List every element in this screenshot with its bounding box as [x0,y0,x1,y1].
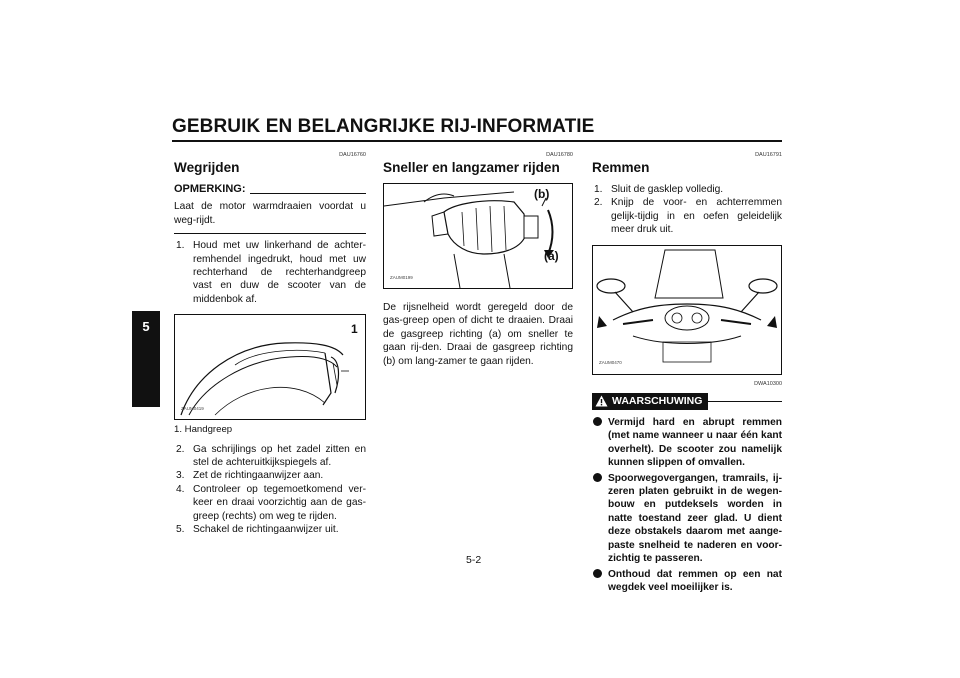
step-number: 2. [594,197,603,209]
step-text: Sluit de gasklep volledig. [611,184,724,195]
warning-text: Vermijd hard en abrupt remmen (met name wanneer u naar één kant overhelt). De scooter zou namelijk kunnen slippen of omvallen. [608,417,782,469]
chapter-tab: 5 [132,311,160,407]
warning-code: DWA10300 [754,380,782,387]
section-heading: Sneller en langzamer rijden [383,160,560,175]
steps-list-b [174,443,366,537]
steps-list-a [174,239,366,306]
list-item [592,568,782,595]
step-number: 1. [176,240,185,252]
step-text: Zet de richtingaanwijzer aan. [193,470,324,482]
page-title: GEBRUIK EN BELANGRIJKE RIJ-INFORMATIE [172,116,595,137]
steps-list [592,183,782,237]
figure-remmen [592,245,782,375]
step-text: Knijp de voor- en achterremmen gelijk-tijdig in en oefen geleidelijk meer druk uit. [611,197,782,236]
bullet-icon [593,417,602,426]
step-text: Schakel de richtingaanwijzer uit. [193,524,339,536]
page-number: 5-2 [466,554,482,566]
section-heading: Wegrijden [174,160,240,175]
figure-callout: 1 [351,322,358,337]
list-item [174,443,366,470]
list-item [174,469,366,482]
list-item [592,196,782,236]
warning-label: WAARSCHUWING [612,394,703,407]
figure-code: ZAUM0470 [599,360,622,366]
section-code: DAU16780 [546,152,573,158]
section-code: DAU16760 [339,152,366,158]
header-divider [172,140,782,142]
step-number: 3. [176,470,185,482]
label-a: (a) [544,249,559,263]
list-item [174,483,366,523]
list-item [592,183,782,196]
step-text: Controleer op tegemoetkomend ver-keer en draai voorzichtig aan de gas-greep (rechts) om weg te rijden. [193,483,366,522]
warning-badge [592,393,708,410]
step-number: 1. [594,184,603,195]
step-number: 5. [176,524,185,536]
warning-rule [708,401,782,402]
note-header [174,183,366,196]
note-end-rule [174,233,366,234]
bullet-icon [593,569,602,578]
warning-header [592,393,782,410]
warning-list [592,416,782,594]
step-text: Ga schrijlings op het zadel zitten en stel de achteruitkijkspiegels af. [193,443,366,469]
figure-code: ZAUM0199 [390,274,413,280]
list-item [174,239,366,306]
note-rule [250,193,367,194]
list-item [174,523,366,536]
note-text: Laat de motor warmdraaien voordat u weg-rijdt. [174,201,366,226]
label-b: (b) [534,187,550,201]
step-number: 2. [176,443,185,455]
body-text: De rijsnelheid wordt geregeld door de gas-greep open of dicht te draaien. Draai de gasgreep richting (a) om sneller te gaan rij-den. Draai de gasgreep richting (b) om lang-zamer te gaan rijden. [383,302,573,367]
step-number: 4. [176,483,185,495]
bullet-icon [593,473,602,482]
step-text: Houd met uw linkerhand de achter-remhendel ingedrukt, houd met uw rechterhand de rechterhandgreep vast en duw de scooter van de middenbok af. [193,240,366,305]
warning-icon [595,395,608,407]
column-snelheid [383,152,573,368]
note-label: OPMERKING: [174,183,246,195]
warning-text: Spoorwegovergangen, tramrails, ij-zeren platen gebruikt in de wegen-bouw en putdeksels worden in natte toestand zeer glad. U dient deze obstakels daarom met aange-paste snelheid te naderen en voor-zichtig te passeren. [608,472,782,565]
list-item [592,416,782,470]
figure-code: ZAUM0419 [181,405,204,411]
section-code: DAU16791 [755,152,782,158]
list-item [592,472,782,566]
figure-handgreep [174,314,366,420]
warning-text: Onthoud dat remmen op een nat wegdek veel moeilijker is. [608,568,782,593]
figure-gasgreep [383,183,573,289]
column-remmen [592,152,782,596]
section-heading: Remmen [592,160,650,175]
figure-caption: 1. Handgreep [174,424,233,436]
handlebar-illustration [593,246,781,374]
column-wegrijden [174,152,366,537]
